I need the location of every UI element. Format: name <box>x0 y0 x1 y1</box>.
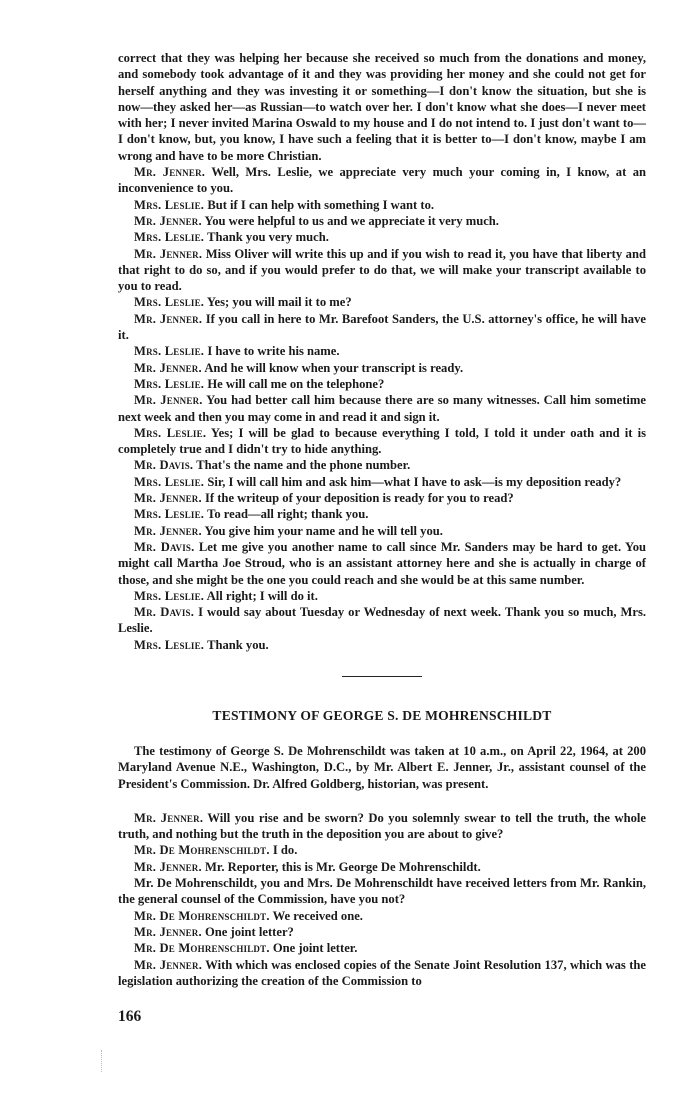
dialogue-text: But if I can help with something I want to. <box>207 197 435 212</box>
dialogue-line <box>118 924 646 940</box>
speaker-label: Mr. Davis. <box>134 605 195 620</box>
speaker-label: Mrs. Leslie. <box>134 474 205 489</box>
dialogue-line <box>118 213 646 229</box>
speaker-label: Mr. De Mohrenschildt. <box>134 843 270 858</box>
dialogue-text: Thank you. <box>207 637 269 652</box>
speaker-label: Mrs. Leslie. <box>134 588 205 603</box>
dialogue-text: You give him your name and he will tell you. <box>204 523 443 538</box>
dialogue-text: Yes; you will mail it to me? <box>206 295 352 310</box>
speaker-label: Mrs. Leslie. <box>134 295 205 310</box>
dialogue-text: Mr. Reporter, this is Mr. George De Mohrenschildt. <box>205 859 481 874</box>
page-number: 166 <box>118 1008 142 1026</box>
speaker-label: Mr. Jenner. <box>134 213 202 228</box>
dialogue-text: You were helpful to us and we appreciate it very much. <box>204 213 499 228</box>
dialogue-text: Miss Oliver will write this up and if you wish to read it, you have that liberty and that right to do so, and if you would prefer to do that, we will make your transcript available to you to read. <box>118 246 646 294</box>
dialogue-text: I do. <box>272 843 298 858</box>
speaker-label: Mr. Davis. <box>134 539 195 554</box>
speaker-label: Mrs. Leslie. <box>134 637 205 652</box>
dialogue-line <box>118 908 646 924</box>
demohrenschildt-dialogue <box>118 810 646 989</box>
speaker-label: Mr. Jenner. <box>134 810 204 825</box>
speaker-label: Mr. De Mohrenschildt. <box>134 941 270 956</box>
dialogue-text: I have to write his name. <box>207 344 340 359</box>
dialogue-line <box>118 197 646 213</box>
document-page <box>118 50 646 1026</box>
dialogue-text: Mr. De Mohrenschildt, you and Mrs. De Mohrenschildt have received letters from Mr. Rankin, the general counsel of the Commission, have you not? <box>118 876 646 907</box>
dialogue-text: All right; I will do it. <box>206 588 318 603</box>
dialogue-line <box>118 343 646 359</box>
dialogue-text: Well, Mrs. Leslie, we appreciate very much your coming in, I know, at an inconvenience to you. <box>118 165 646 196</box>
opening-paragraph: correct that they was helping her because she received so much from the donations and money, and somebody took advantage of it and they was providing her money and she could not get for herself anything and they was investing it or something—I don't know the situation, but she is now—they asked her—as Russian—to watch over her. I don't know what she does—I never meet with her; I never invited Marina Oswald to my house and I do not intend to. I just don't want to—I don't know, but, you know, I have such a feeling that it is better to—I don't know, maybe I am wrong and have to be more Christian. <box>118 51 646 163</box>
speaker-label: Mrs. Leslie. <box>134 230 205 245</box>
dialogue-text: Thank you very much. <box>207 230 329 245</box>
speaker-label: Mrs. Leslie. <box>134 376 205 391</box>
margin-mark <box>101 1050 103 1072</box>
speaker-label: Mr. Jenner. <box>134 360 202 375</box>
section-heading: TESTIMONY OF GEORGE S. DE MOHRENSCHILDT <box>212 707 552 723</box>
dialogue-line <box>118 229 646 245</box>
speaker-label: Mr. Jenner. <box>134 924 202 939</box>
dialogue-text: Will you rise and be sworn? Do you solemnly swear to tell the truth, the whole truth, and nothing but the truth in the deposition you are about to give? <box>118 810 646 842</box>
dialogue-text: He will call me on the telephone? <box>207 376 385 391</box>
dialogue-text: One joint letter? <box>205 924 294 939</box>
speaker-label: Mr. Jenner. <box>134 491 202 506</box>
dialogue-text: I would say about Tuesday or Wednesday of next week. Thank you so much, Mrs. Leslie. <box>118 605 646 636</box>
dialogue-line <box>118 637 646 653</box>
dialogue-line <box>118 294 646 310</box>
dialogue-line <box>118 360 646 376</box>
dialogue-line <box>118 311 646 344</box>
dialogue-line <box>118 506 646 522</box>
speaker-label: Mrs. Leslie. <box>134 507 205 522</box>
speaker-label: Mr. Jenner. <box>134 523 202 538</box>
dialogue-line <box>118 875 646 908</box>
dialogue-text: We received one. <box>272 908 363 923</box>
speaker-label: Mr. De Mohrenschildt. <box>134 908 270 923</box>
dialogue-text: That's the name and the phone number. <box>196 458 411 473</box>
speaker-label: Mr. Jenner. <box>134 246 203 261</box>
speaker-label: Mr. Jenner. <box>134 393 203 408</box>
dialogue-line <box>118 940 646 956</box>
dialogue-line <box>118 490 646 506</box>
dialogue-line <box>118 246 646 295</box>
speaker-label: Mr. Jenner. <box>134 165 206 180</box>
speaker-label: Mr. Jenner. <box>134 957 203 972</box>
dialogue-line <box>118 376 646 392</box>
dialogue-text: With which was enclosed copies of the Senate Joint Resolution 137, which was the legislation authorizing the creation of the Commission to <box>118 957 646 988</box>
dialogue-line <box>118 392 646 425</box>
dialogue-line <box>118 957 646 990</box>
speaker-label: Mr. Jenner. <box>134 859 202 874</box>
dialogue-line <box>118 474 646 490</box>
dialogue-text: If the writeup of your deposition is ready for you to read? <box>205 491 514 506</box>
dialogue-text: And he will know when your transcript is ready. <box>204 360 464 375</box>
dialogue-line <box>118 859 646 875</box>
dialogue-text: Let me give you another name to call since Mr. Sanders may be hard to get. You might call Martha Joe Stroud, who is an assistant attorney here and she is actually in charge of those, and she might be the one you could reach and she would be at this same number. <box>118 539 646 587</box>
dialogue-text: To read—all right; thank you. <box>207 507 369 522</box>
leslie-dialogue <box>118 164 646 653</box>
speaker-label: Mr. Jenner. <box>134 311 203 326</box>
dialogue-text: Yes; I will be glad to because everything I told, I told it under oath and it is completely true and I didn't try to hide anything. <box>118 425 647 457</box>
speaker-label: Mrs. Leslie. <box>134 425 207 440</box>
speaker-label: Mrs. Leslie. <box>134 197 205 212</box>
speaker-label: Mr. Davis. <box>134 458 194 473</box>
section-divider <box>342 676 422 677</box>
dialogue-text: You had better call him because there are so many witnesses. Call him sometime next week and then you may come in and read it and sign it. <box>118 393 646 424</box>
dialogue-text: Sir, I will call him and ask him—what I have to ask—is my deposition ready? <box>207 474 622 489</box>
dialogue-line <box>118 457 646 473</box>
dialogue-line <box>118 425 646 458</box>
dialogue-line <box>118 604 646 637</box>
dialogue-line <box>118 810 646 843</box>
dialogue-text: If you call in here to Mr. Barefoot Sanders, the U.S. attorney's office, he will have it. <box>118 311 646 343</box>
dialogue-text: One joint letter. <box>272 941 358 956</box>
speaker-label: Mrs. Leslie. <box>134 344 205 359</box>
dialogue-line <box>118 588 646 604</box>
testimony-intro: The testimony of George S. De Mohrenschildt was taken at 10 a.m., on April 22, 1964, at 200 Maryland Avenue N.E., Washington, D.C., by Mr. Albert E. Jenner, Jr., assistant counsel of the President's Commission. Dr. Alfred Goldberg, historian, was present. <box>118 743 646 791</box>
dialogue-line <box>118 523 646 539</box>
dialogue-line <box>118 539 646 588</box>
dialogue-line <box>118 164 646 197</box>
dialogue-line <box>118 842 646 858</box>
